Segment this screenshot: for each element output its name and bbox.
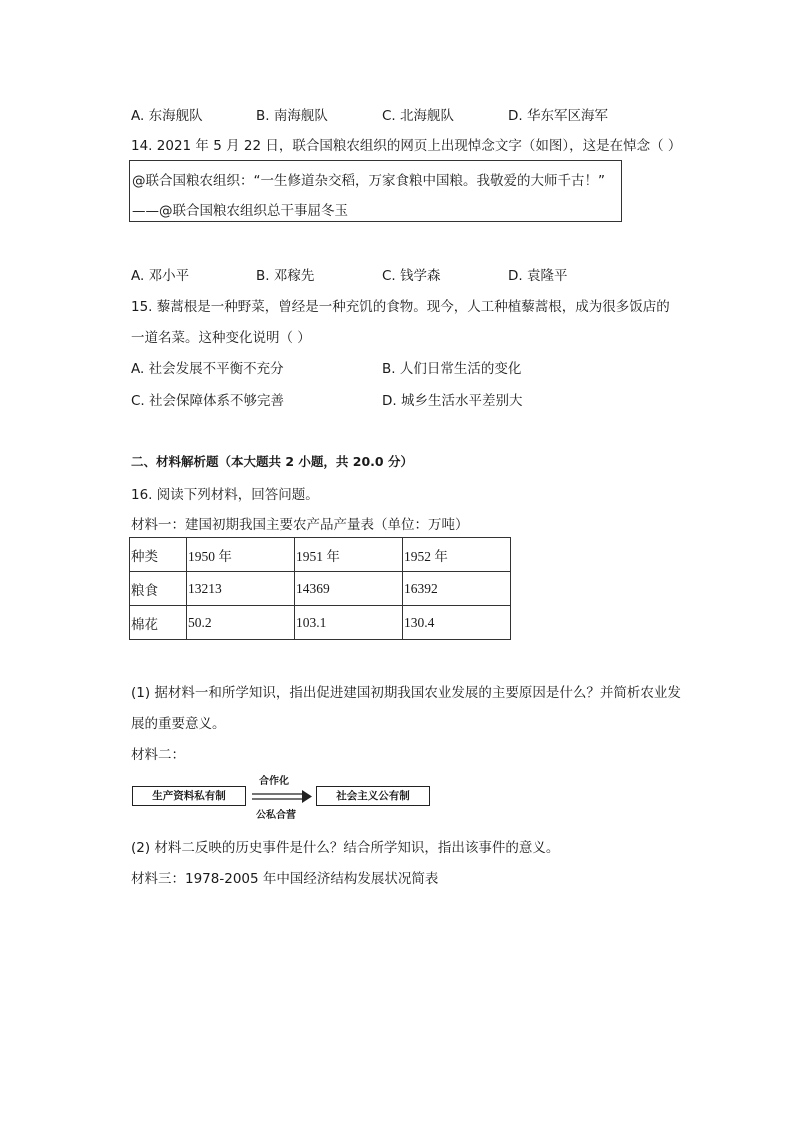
q13-option-d: D. 华东军区海军 <box>508 108 608 124</box>
arrow-label-top: 合作化 <box>259 776 289 787</box>
q14-option-a: A. 邓小平 <box>131 268 190 284</box>
q15-option-a: A. 社会发展不平衡不充分 <box>131 361 284 377</box>
q15-option-c: C. 社会保障体系不够完善 <box>131 393 285 409</box>
production-table <box>129 537 511 640</box>
q16-sub1-line1: (1) 据材料一和所学知识，指出促进建国初期我国农业发展的主要原因是什么？并简析农业发 <box>131 685 681 701</box>
table-cell: 16392 <box>403 572 511 606</box>
table-cell: 14369 <box>295 572 403 606</box>
material2-title: 材料二： <box>131 747 185 763</box>
q15-stem-line1: 15. 藜蒿根是一种野菜，曾经是一种充饥的食物。现今，人工种植藜蒿根，成为很多饭店的 <box>131 299 670 315</box>
q14-option-b: B. 邓稼先 <box>256 268 315 284</box>
material3-title: 材料三：1978-2005 年中国经济结构发展状况简表 <box>131 871 439 887</box>
q14-quote-box <box>129 160 622 222</box>
material1-title: 材料一：建国初期我国主要农产品产量表（单位：万吨） <box>131 517 469 533</box>
table-cell: 棉花 <box>130 606 187 640</box>
table-row <box>130 572 511 606</box>
q15-stem-line2: 一道名菜。这种变化说明（ ） <box>131 330 311 346</box>
q14-option-c: C. 钱学森 <box>382 268 441 284</box>
q16-sub1-line2: 展的重要意义。 <box>131 716 226 732</box>
q14-option-d: D. 袁隆平 <box>508 268 568 284</box>
q13-option-a: A. 东海舰队 <box>131 108 203 124</box>
q16-stem: 16. 阅读下列材料，回答问题。 <box>131 487 319 503</box>
table-cell: 130.4 <box>403 606 511 640</box>
q15-option-b: B. 人们日常生活的变化 <box>382 361 522 377</box>
q16-sub2: (2) 材料二反映的历史事件是什么？结合所学知识，指出该事件的意义。 <box>131 840 560 856</box>
q13-option-c: C. 北海舰队 <box>382 108 455 124</box>
table-cell: 1951 年 <box>295 538 403 572</box>
table-cell: 13213 <box>187 572 295 606</box>
q15-option-d: D. 城乡生活水平差别大 <box>382 393 523 409</box>
table-cell: 粮食 <box>130 572 187 606</box>
table-cell: 种类 <box>130 538 187 572</box>
private-ownership-box: 生产资料私有制 <box>132 786 246 806</box>
public-ownership-box: 社会主义公有制 <box>316 786 430 806</box>
q14-quote-line2: ——@联合国粮农组织总干事屈冬玉 <box>132 203 348 219</box>
q13-option-b: B. 南海舰队 <box>256 108 328 124</box>
q14-stem: 14. 2021 年 5 月 22 日，联合国粮农组织的网页上出现悼念文字（如图），这是在悼念（ ） <box>131 138 682 154</box>
arrow-right-icon <box>250 789 314 805</box>
q14-quote-line1: @联合国粮农组织：“一生修道杂交稻，万家食粮中国粮。我敬爱的大师千古！” <box>132 173 605 189</box>
table-cell: 50.2 <box>187 606 295 640</box>
section2-heading: 二、材料解析题（本大题共 2 小题，共 20.0 分） <box>131 454 413 469</box>
table-row <box>130 606 511 640</box>
table-cell: 1952 年 <box>403 538 511 572</box>
table-header-row <box>130 538 511 572</box>
arrow-label-bottom: 公私合营 <box>256 810 296 821</box>
table-cell: 1950 年 <box>187 538 295 572</box>
table-cell: 103.1 <box>295 606 403 640</box>
ownership-transition-diagram <box>132 772 432 822</box>
